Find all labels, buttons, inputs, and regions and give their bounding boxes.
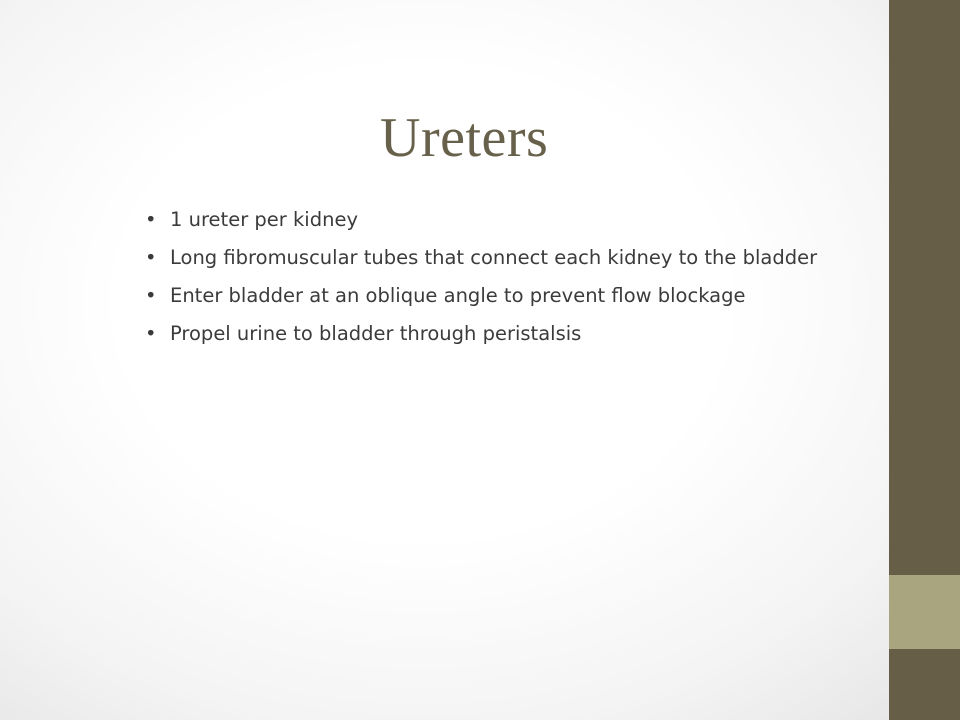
bullet-dot-icon: •	[145, 246, 157, 269]
bullet-item	[145, 319, 875, 348]
bullet-dot-icon: •	[145, 208, 157, 231]
bullet-item	[145, 205, 875, 234]
bullet-item	[145, 281, 875, 310]
side-bar-light-band	[889, 575, 960, 649]
bullet-list	[145, 205, 875, 357]
bullet-dot-icon: •	[145, 322, 157, 345]
side-bar-dark-top	[889, 0, 960, 575]
bullet-text: Propel urine to bladder through peristalsis	[170, 322, 582, 345]
bullet-dot-icon: •	[145, 284, 157, 307]
side-bar-dark-bottom	[889, 649, 960, 720]
bullet-item	[145, 243, 875, 272]
bullet-text: Enter bladder at an oblique angle to prevent flow blockage	[170, 284, 746, 307]
bullet-text: Long fibromuscular tubes that connect each kidney to the bladder	[170, 246, 818, 269]
bullet-text: 1 ureter per kidney	[170, 208, 358, 231]
side-accent-bar	[889, 0, 960, 720]
slide-title: Ureters	[380, 107, 549, 169]
